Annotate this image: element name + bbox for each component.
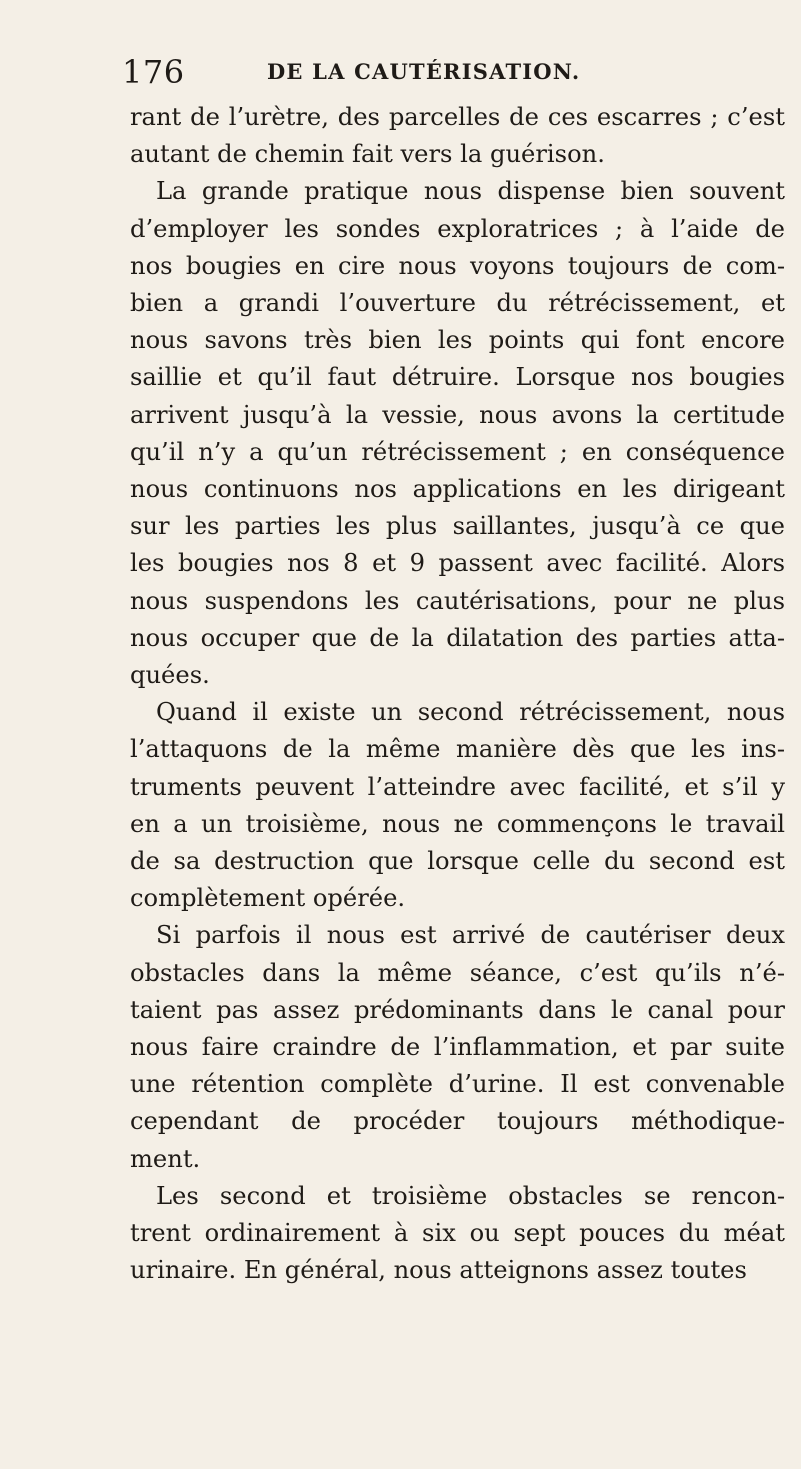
text-line: une rétention complète d’urine. Il est convenable [130, 1070, 785, 1099]
text-line: l’attaquons de la même manière dès que les ins- [130, 735, 785, 764]
text-line: saillie et qu’il faut détruire. Lorsque nos bougies [130, 363, 785, 392]
text-line: trent ordinairement à six ou sept pouces du méat [130, 1219, 785, 1248]
text-line: nous continuons nos applications en les dirigeant [130, 475, 785, 504]
text-line: d’employer les sondes exploratrices ; à l’aide de [130, 214, 785, 243]
text-line: de sa destruction que lorsque celle du second est [130, 847, 785, 876]
text-line: taient pas assez prédominants dans le canal pour [130, 995, 785, 1024]
text-line: ment. [130, 1144, 201, 1173]
text-line: nous savons très bien les points qui font encore [130, 326, 785, 355]
text-line: urinaire. En général, nous atteignons assez toutes [130, 1256, 747, 1285]
paragraph [130, 173, 785, 694]
text-line: Les second et troisième obstacles se rencon- [156, 1181, 785, 1210]
text-line: Si parfois il nous est arrivé de cautériser deux [156, 921, 785, 950]
paragraph [130, 1178, 785, 1290]
text-line: en a un troisième, nous ne commençons le travail [130, 809, 785, 838]
paragraph [130, 917, 785, 1177]
text-line: nos bougies en cire nous voyons toujours de com- [130, 251, 785, 280]
paragraph [130, 99, 785, 173]
text-line: qu’il n’y a qu’un rétrécissement ; en conséquence [130, 437, 785, 466]
text-line: quées. [130, 661, 210, 690]
body-text [130, 99, 785, 1290]
text-line: Quand il existe un second rétrécissement, nous [156, 698, 785, 727]
text-line: rant de l’urètre, des parcelles de ces escarres ; c’est [130, 103, 785, 131]
text-line: arrivent jusqu’à la vessie, nous avons la certitude [130, 400, 785, 429]
text-line: bien a grandi l’ouverture du rétrécissement, et [130, 289, 785, 318]
paragraph [130, 694, 785, 917]
page-header [122, 48, 762, 96]
text-line: nous faire craindre de l’inflammation, et par suite [130, 1033, 785, 1062]
text-line: obstacles dans la même séance, c’est qu’ils n’é- [130, 958, 785, 987]
running-title: DE LA CAUTÉRISATION. [267, 59, 581, 84]
text-line: truments peuvent l’atteindre avec facilité, et s’il y [130, 772, 785, 801]
text-line: cependant de procéder toujours méthodique- [130, 1107, 785, 1136]
page-number: 176 [122, 53, 185, 91]
text-line: La grande pratique nous dispense bien souvent [156, 177, 785, 206]
text-line: nous suspendons les cautérisations, pour ne plus [130, 586, 785, 615]
text-line: complètement opérée. [130, 884, 406, 913]
text-line: les bougies nos 8 et 9 passent avec facilité. Alors [130, 549, 785, 578]
text-line: autant de chemin fait vers la guérison. [130, 140, 605, 169]
text-line: nous occuper que de la dilatation des parties atta- [130, 623, 785, 652]
text-line: sur les parties les plus saillantes, jusqu’à ce que [130, 512, 785, 541]
